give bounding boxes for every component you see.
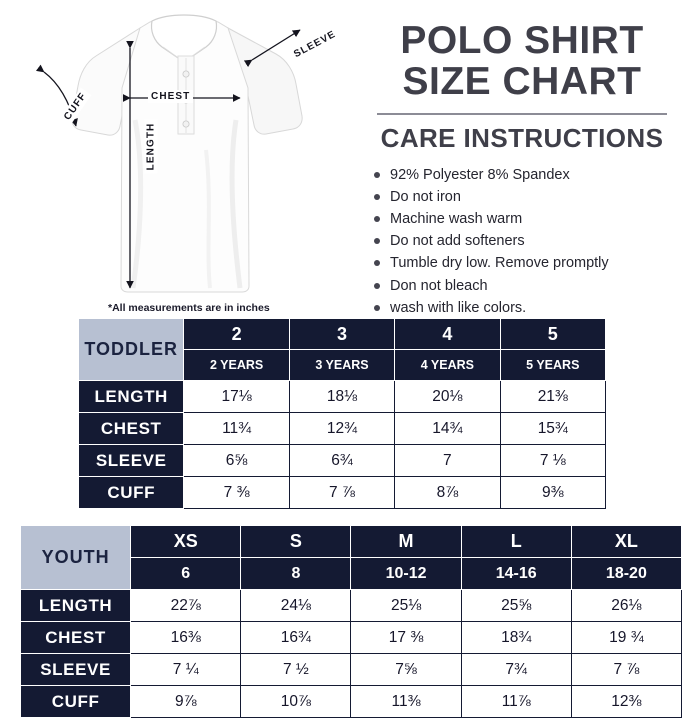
youth-row-label: CHEST (21, 622, 131, 654)
table-row (79, 445, 606, 477)
youth-cell: 19 ¾ (571, 622, 681, 654)
youth-cell: 22⅞ (131, 590, 241, 622)
youth-cell: 7⅝ (351, 654, 461, 686)
toddler-cell: 7 ⅜ (184, 477, 289, 509)
youth-age-header: 18-20 (571, 558, 681, 590)
toddler-size-table (78, 318, 606, 509)
youth-age-header: 6 (131, 558, 241, 590)
page-title-line1: POLO SHIRT (400, 19, 644, 62)
toddler-cell: 12¾ (289, 413, 394, 445)
youth-size-table (20, 525, 682, 718)
toddler-age-header: 3 YEARS (289, 350, 394, 381)
shirt-diagram (0, 0, 352, 314)
title-divider (377, 113, 667, 115)
toddler-cell: 18⅛ (289, 381, 394, 413)
toddler-cell: 8⅞ (395, 477, 500, 509)
youth-cell: 18¾ (461, 622, 571, 654)
table-row (21, 590, 682, 622)
page-title-line2: SIZE CHART (402, 60, 642, 104)
youth-cell: 25⅝ (461, 590, 571, 622)
youth-cell: 7¾ (461, 654, 571, 686)
toddler-age-header: 4 YEARS (395, 350, 500, 381)
youth-cell: 12⅜ (571, 686, 681, 718)
youth-cell: 24⅛ (241, 590, 351, 622)
table-row (21, 622, 682, 654)
toddler-age-header: 2 YEARS (184, 350, 289, 381)
toddler-size-header: 5 (500, 319, 605, 350)
care-instructions-heading: CARE INSTRUCTIONS (380, 122, 664, 153)
youth-size-header: L (461, 526, 571, 558)
list-item: Do not add softeners (374, 230, 688, 252)
youth-size-header: S (241, 526, 351, 558)
toddler-cell: 7 ⅞ (289, 477, 394, 509)
toddler-cell: 14¾ (395, 413, 500, 445)
dimension-label-length: LENGTH (144, 120, 157, 174)
youth-cell: 16⅜ (131, 622, 241, 654)
toddler-row-label: LENGTH (79, 381, 184, 413)
list-item: Don not bleach (374, 275, 688, 297)
youth-row-label: SLEEVE (21, 654, 131, 686)
toddler-cell: 9⅜ (500, 477, 605, 509)
youth-cell: 9⅞ (131, 686, 241, 718)
page-title (356, 20, 688, 103)
youth-row-label: LENGTH (21, 590, 131, 622)
youth-cell: 7 ⅞ (571, 654, 681, 686)
toddler-corner-label: TODDLER (79, 319, 184, 381)
table-row (79, 413, 606, 445)
youth-cell: 25⅛ (351, 590, 461, 622)
youth-row-label: CUFF (21, 686, 131, 718)
youth-cell: 7 ½ (241, 654, 351, 686)
dimension-label-sleeve: SLEEVE (289, 27, 341, 63)
youth-size-header: XS (131, 526, 241, 558)
toddler-cell: 15¾ (500, 413, 605, 445)
youth-cell: 11⅜ (351, 686, 461, 718)
youth-cell: 17 ⅜ (351, 622, 461, 654)
toddler-size-header: 2 (184, 319, 289, 350)
toddler-cell: 21⅜ (500, 381, 605, 413)
table-row (21, 686, 682, 718)
youth-cell: 16¾ (241, 622, 351, 654)
list-item: 92% Polyester 8% Spandex (374, 164, 688, 186)
toddler-cell: 20⅛ (395, 381, 500, 413)
dimension-label-cuff: CUFF (60, 88, 92, 126)
youth-cell: 10⅞ (241, 686, 351, 718)
toddler-cell: 11¾ (184, 413, 289, 445)
youth-size-header: M (351, 526, 461, 558)
youth-table-block (0, 525, 700, 718)
youth-cell: 7 ¼ (131, 654, 241, 686)
youth-cell: 11⅞ (461, 686, 571, 718)
table-row (21, 526, 682, 558)
table-row (79, 319, 606, 350)
toddler-cell: 17⅛ (184, 381, 289, 413)
toddler-row-label: CHEST (79, 413, 184, 445)
care-instructions-list (356, 164, 688, 319)
toddler-table-block (0, 318, 700, 509)
top-section (0, 0, 700, 318)
youth-corner-label: YOUTH (21, 526, 131, 590)
youth-cell: 26⅛ (571, 590, 681, 622)
toddler-cell: 7 (395, 445, 500, 477)
dimension-label-chest: CHEST (148, 90, 193, 103)
toddler-cell: 6¾ (289, 445, 394, 477)
toddler-cell: 6⅝ (184, 445, 289, 477)
toddler-size-header: 3 (289, 319, 394, 350)
youth-age-header: 14-16 (461, 558, 571, 590)
toddler-age-header: 5 YEARS (500, 350, 605, 381)
toddler-size-header: 4 (395, 319, 500, 350)
table-row (21, 654, 682, 686)
youth-age-header: 8 (241, 558, 351, 590)
table-row (79, 381, 606, 413)
table-row (79, 477, 606, 509)
list-item: Machine wash warm (374, 208, 688, 230)
list-item: wash with like colors. (374, 297, 688, 319)
toddler-cell: 7 ⅛ (500, 445, 605, 477)
toddler-row-label: SLEEVE (79, 445, 184, 477)
list-item: Tumble dry low. Remove promptly (374, 252, 688, 274)
toddler-row-label: CUFF (79, 477, 184, 509)
youth-age-header: 10-12 (351, 558, 461, 590)
measurement-note: *All measurements are in inches (108, 302, 270, 314)
youth-size-header: XL (571, 526, 681, 558)
list-item: Do not iron (374, 186, 688, 208)
shirt-diagram-panel (0, 0, 352, 318)
title-panel (352, 0, 700, 318)
